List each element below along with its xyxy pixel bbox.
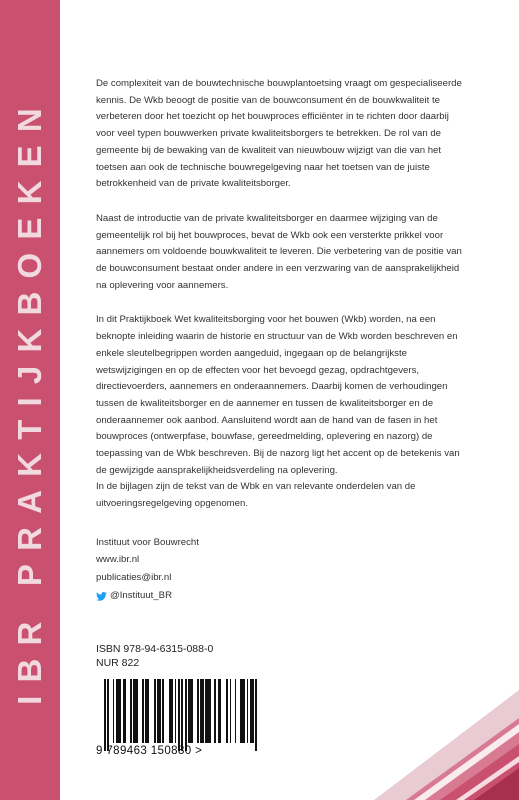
ibr-corner-logo-icon xyxy=(344,660,519,800)
paragraph-wkb: Naast de introductie van de private kwaliteitsborger en daarmee wijziging van de gemeentelijk rol bij het bouwproces, bevat de Wkb ook een versterkte prikkel voor aannemers om voldoende bouwkwaliteit te leveren. Die verbetering van de positie van de bouwconsument bestaat onder andere in een verzwaring van de aansprakelijkheid na oplevering voor aannemers. xyxy=(96,212,462,291)
paragraph-contents: In dit Praktijkboek Wet kwaliteitsborging voor het bouwen (Wkb) worden, na een beknopte inleiding waarin de historie en structuur van de Wkb worden beschreven en enkele sleutelbegrippen worden aangeduid, ingegaan op de belangrijkste wetswijzigingen en op de effecten voor het bevoegd gezag, opdrachtgevers, directievoerders, aannemers en onderaannemers. Daarbij komen de verhoudingen tussen de kwaliteitsborger en de aannemer en tussen de kwaliteitsborger en de onderaannemer ook aanbod. Aansluitend wordt aan de hand van de fasen in het bouwproces (ontwerpfase, bouwfase, gereedmelding, oplevering en nazorg) de toepassing van de Wbk beschreven. Bij de nazorg ligt het accent op de betekenis van de gewijzigde aansprakelijkheidsverdeling na oplevering. xyxy=(96,314,460,476)
barcode-bar xyxy=(185,679,187,751)
barcode-bar xyxy=(178,679,180,751)
barcode-bar xyxy=(133,679,138,743)
barcode-bar xyxy=(130,679,132,743)
contact-block xyxy=(96,535,468,607)
website-link: www.ibr.nl xyxy=(96,554,140,566)
barcode-bar xyxy=(205,679,210,743)
isbn-barcode xyxy=(96,679,271,763)
barcode-bar xyxy=(255,679,257,751)
barcode-bar xyxy=(162,679,164,743)
barcode-bar xyxy=(116,679,121,743)
barcode-bar xyxy=(188,679,193,743)
barcode-bar xyxy=(247,679,249,743)
barcode-bar xyxy=(145,679,148,743)
barcode-bar xyxy=(250,679,253,743)
barcode-bar xyxy=(169,679,172,743)
barcode-bar xyxy=(200,679,203,743)
barcode-bar xyxy=(113,679,115,743)
barcode-bar xyxy=(104,679,106,751)
barcode-number: 9 789463 150880 > xyxy=(96,745,203,757)
barcode-bar xyxy=(226,679,228,743)
barcode-bar xyxy=(142,679,144,743)
paragraph-appendices: In de bijlagen zijn de tekst van de Wbk en van relevante onderdelen van de uitvoeringsregelgeving opgenomen. xyxy=(96,481,416,510)
isbn-number: ISBN 978-94-6315-088-0 xyxy=(96,643,214,655)
twitter-handle xyxy=(96,587,172,605)
barcode-bar xyxy=(107,679,109,751)
barcode-bar xyxy=(181,679,183,751)
paragraph-intro: De complexiteit van de bouwtechnische bouwplantoetsing vraagt om gespecialiseerde kennis. De Wkb beoogt de positie van de bouwconsument én de bouwkwaliteit te verbeteren door het toezicht op het bouwproces efficiënter in te richten door daarbij voor veel typen bouwwerken private kwaliteitsborgers te betrekken. De rol van de gemeente bij de bewaking van de kwaliteit van nieuwbouw wijzigt van die van het toetsen aan ook de technische bouwregelgeving naar het toetsen van de juiste betrokkenheid van de private kwaliteitsborger. xyxy=(96,78,462,190)
twitter-bird-icon xyxy=(96,592,107,601)
barcode-bar xyxy=(123,679,126,743)
barcode-bar xyxy=(235,679,237,743)
barcode-bar xyxy=(175,679,177,743)
nur-code: NUR 822 xyxy=(96,656,140,669)
barcode-bars xyxy=(104,679,264,743)
barcode-bar xyxy=(230,679,232,743)
barcode-bar xyxy=(197,679,199,743)
spine-title: IBR PRAKTIJKBOEKEN xyxy=(11,95,48,705)
spine xyxy=(0,0,60,800)
back-cover-text xyxy=(96,76,468,607)
email-link: publicaties@ibr.nl xyxy=(96,571,172,583)
barcode-bar xyxy=(154,679,156,743)
twitter-handle-label: @Instituut_BR xyxy=(110,589,172,601)
barcode-bar xyxy=(157,679,160,743)
organization-name: Instituut voor Bouwrecht xyxy=(96,536,199,548)
barcode-bar xyxy=(218,679,221,743)
barcode-bar xyxy=(240,679,245,743)
isbn-block xyxy=(96,643,213,670)
barcode-bar xyxy=(214,679,216,743)
